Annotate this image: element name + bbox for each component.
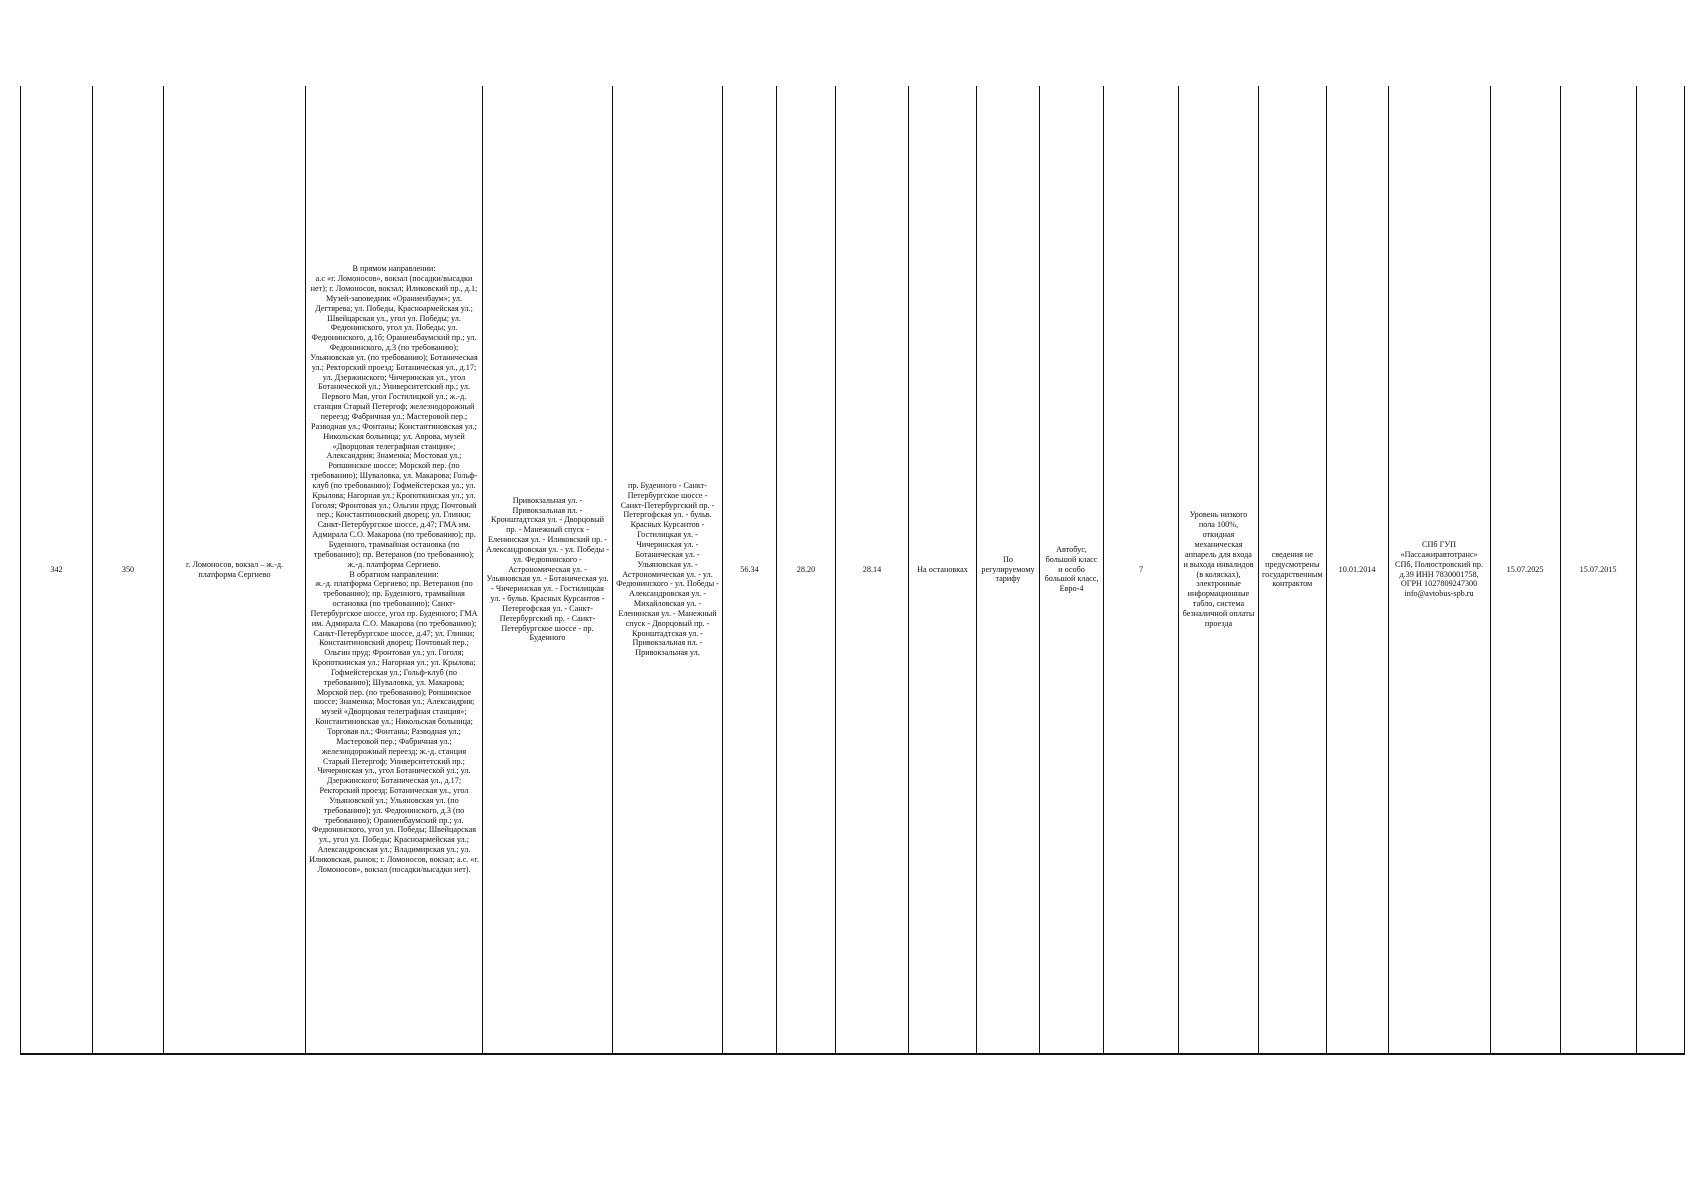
- table-row: [21, 86, 1685, 1054]
- stops-forward-text: а.с «г. Ломоносов», вокзал (посадки/высадки нет); г. Ломоносов, вокзал; Иликовский пр., д.1; Музей-заповедник «Ораниенбаум»; ул. Дегтярева; ул. Победы, Красноармейская ул.; Швейцарская ул., угол ул. Победы; ул. Федюнинского, угол ул. Победы; ул. Федюнинского, д.1б; Ораниенбаумский пр.; ул. Федюнинского, д.3 (по требованию); Ульяновская ул. (по требованию); Ботаническая ул.; Ректорский проезд; Ботаническая ул., д.17; ул. Дзержинского; Чичеринская ул., угол Ботанической ул.; Университетский пр.; ул. Первого Мая, угол Гостилицкой ул.; ж.-д. станция Старый Петергоф; железнодорожный переезд; Фабричная ул.; Мастеровой пер.; Разводная ул.; Фонтаны; Константиновская ул.; Никольская больница; ул. Аврова, музей «Дворцовая телеграфная станция»; Александрия; Знаменка; Мостовая ул.; Ропшинское шоссе; Морской пер. (по требованию); Шуваловка, ул. Макарова; Гольф-клуб (по требованию); Гофмейстерская ул.; ул. Крылова; Нагорная ул.; Кропоткинская ул.; ул. Гоголя; Фронтовая ул.; Ольгин пруд; Почтовый пер.; Константиновский дворец; ул. Глинки; Санкт-Петербургское шоссе, д.47; ГМА им. Адмирала С.О. Макарова (по требованию); пр. Буденного, трамвайная остановка (по требованию); пр. Ветеранов (по требованию); ж.-д. платформа Сергиево.: [310, 274, 478, 569]
- stops-backward-heading: В обратном направлении:: [349, 569, 439, 579]
- length-total-cell: 56.34: [723, 86, 777, 1054]
- length-forward-cell: 28.20: [777, 86, 836, 1054]
- route-table: [20, 86, 1685, 1055]
- streets-backward-cell: пр. Буденного - Санкт-Петербургское шоссе - Санкт-Петербургский пр. - Петергофская ул. - бульв. Красных Курсантов - Гостилицкая ул. - Чичеринская ул. - Ботаническая ул. - Ульяновская ул. - Астрономическая ул. - ул. Федюнинского - ул. Победы - Александровская ул. - Михайловская ул. - Еленинская ул. - Манежный спуск - Дворцовый пр. - Кронштадтская ул. - Привокзальная пл. - Привокзальная ул.: [613, 86, 723, 1054]
- stop-order-cell: На остановках: [909, 86, 977, 1054]
- contract-info-cell: сведения не предусмотрены государственным контрактом: [1259, 86, 1327, 1054]
- tariff-cell: По регулируемому тарифу: [977, 86, 1040, 1054]
- empty-cell: [1636, 86, 1684, 1054]
- stops-cell: [306, 86, 483, 1054]
- route-number-cell: 342: [21, 86, 93, 1054]
- date-cell-1: 15.07.2025: [1490, 86, 1560, 1054]
- start-date-cell: 10.01.2014: [1326, 86, 1388, 1054]
- vehicle-characteristics-cell: Уровень низкого пола 100%, откидная механическая аппарель для входа и выхода инвалидов (в колясках), электронные информационные табло, система безналичной оплаты проезда: [1179, 86, 1259, 1054]
- route-name-cell: г. Ломоносов, вокзал – ж.-д. платформа Сергиево: [164, 86, 306, 1054]
- streets-forward-cell: Привокзальная ул. - Привокзальная пл. - Кронштадтская ул. - Дворцовый пр. - Манежный спуск - Еленинская ул. - Иликовский пр. - Александровская ул. - ул. Победы - ул. Федюнинского - Астрономическая ул. - Ульяновская ул. - Ботаническая ул. - Чичеринская ул. - Гостилицкая ул. - бульв. Красных Курсантов - Петергофская ул. - Санкт-Петербургский пр. - Санкт-Петербургское шоссе - пр. Буденного: [483, 86, 613, 1054]
- length-backward-cell: 28.14: [836, 86, 909, 1054]
- vehicle-count-cell: 7: [1104, 86, 1179, 1054]
- registry-number-cell: 350: [93, 86, 164, 1054]
- date-cell-2: 15.07.2015: [1560, 86, 1636, 1054]
- carrier-cell: СПб ГУП «Пассажиравтотранс» СПб, Полюстровский пр. д.39 ИНН 7830001758, ОГРН 1027809247300 info@avtobus-spb.ru: [1388, 86, 1490, 1054]
- stops-forward-heading: В прямом направлении:: [352, 264, 436, 274]
- stops-backward-text: ж.-д. платформа Сергиево; пр. Ветеранов (по требованию); пр. Буденного, трамвайная остановка (по требованию); Санкт-Петербургское шоссе, угол пр. Буденного; ГМА им. Адмирала С.О. Макарова (по требованию); Санкт-Петербургское шоссе, д.47; ул. Глинки; Константиновский дворец; Почтовый пер.; Ольгин пруд; Фронтовая ул.; ул. Гоголя; Кропоткинская ул.; Нагорная ул.; ул. Крылова; Гофмейстерская ул.; Гольф-клуб (по требованию); Шуваловка, ул. Макарова; Морской пер. (по требованию); Ропшинское шоссе; Знаменка; Мостовая ул.; Александрия; музей «Дворцовая телеграфная станция»; Константиновская ул.; Никольская больница; Торговая пл.; Фонтаны; Разводная ул.; Мастеровой пер.; Фабричная ул.; железнодорожный переезд; ж.-д. станция Старый Петергоф; Университетский пр.; Чичеринская ул., угол Ботанической ул.; ул. Дзержинского; Ботаническая ул., д.17; Ректорский проезд; Ботаническая ул., угол Ульяновской ул.; Ульяновская ул. (по требованию); ул. Федюнинского, д.3 (по требованию); Ораниенбаумский пр.; ул. Федюнинского, угол ул. Победы; Швейцарская ул., угол ул. Победы; Красноармейская ул.; Александровская ул.; Владимирская ул.; ул. Иликовская, рынок; г. Ломоносов, вокзал; а.с. «г. Ломоносов», вокзал (посадки/высадки нет).: [309, 579, 479, 874]
- vehicle-class-cell: Автобус, большой класс и особо большой класс, Евро-4: [1040, 86, 1104, 1054]
